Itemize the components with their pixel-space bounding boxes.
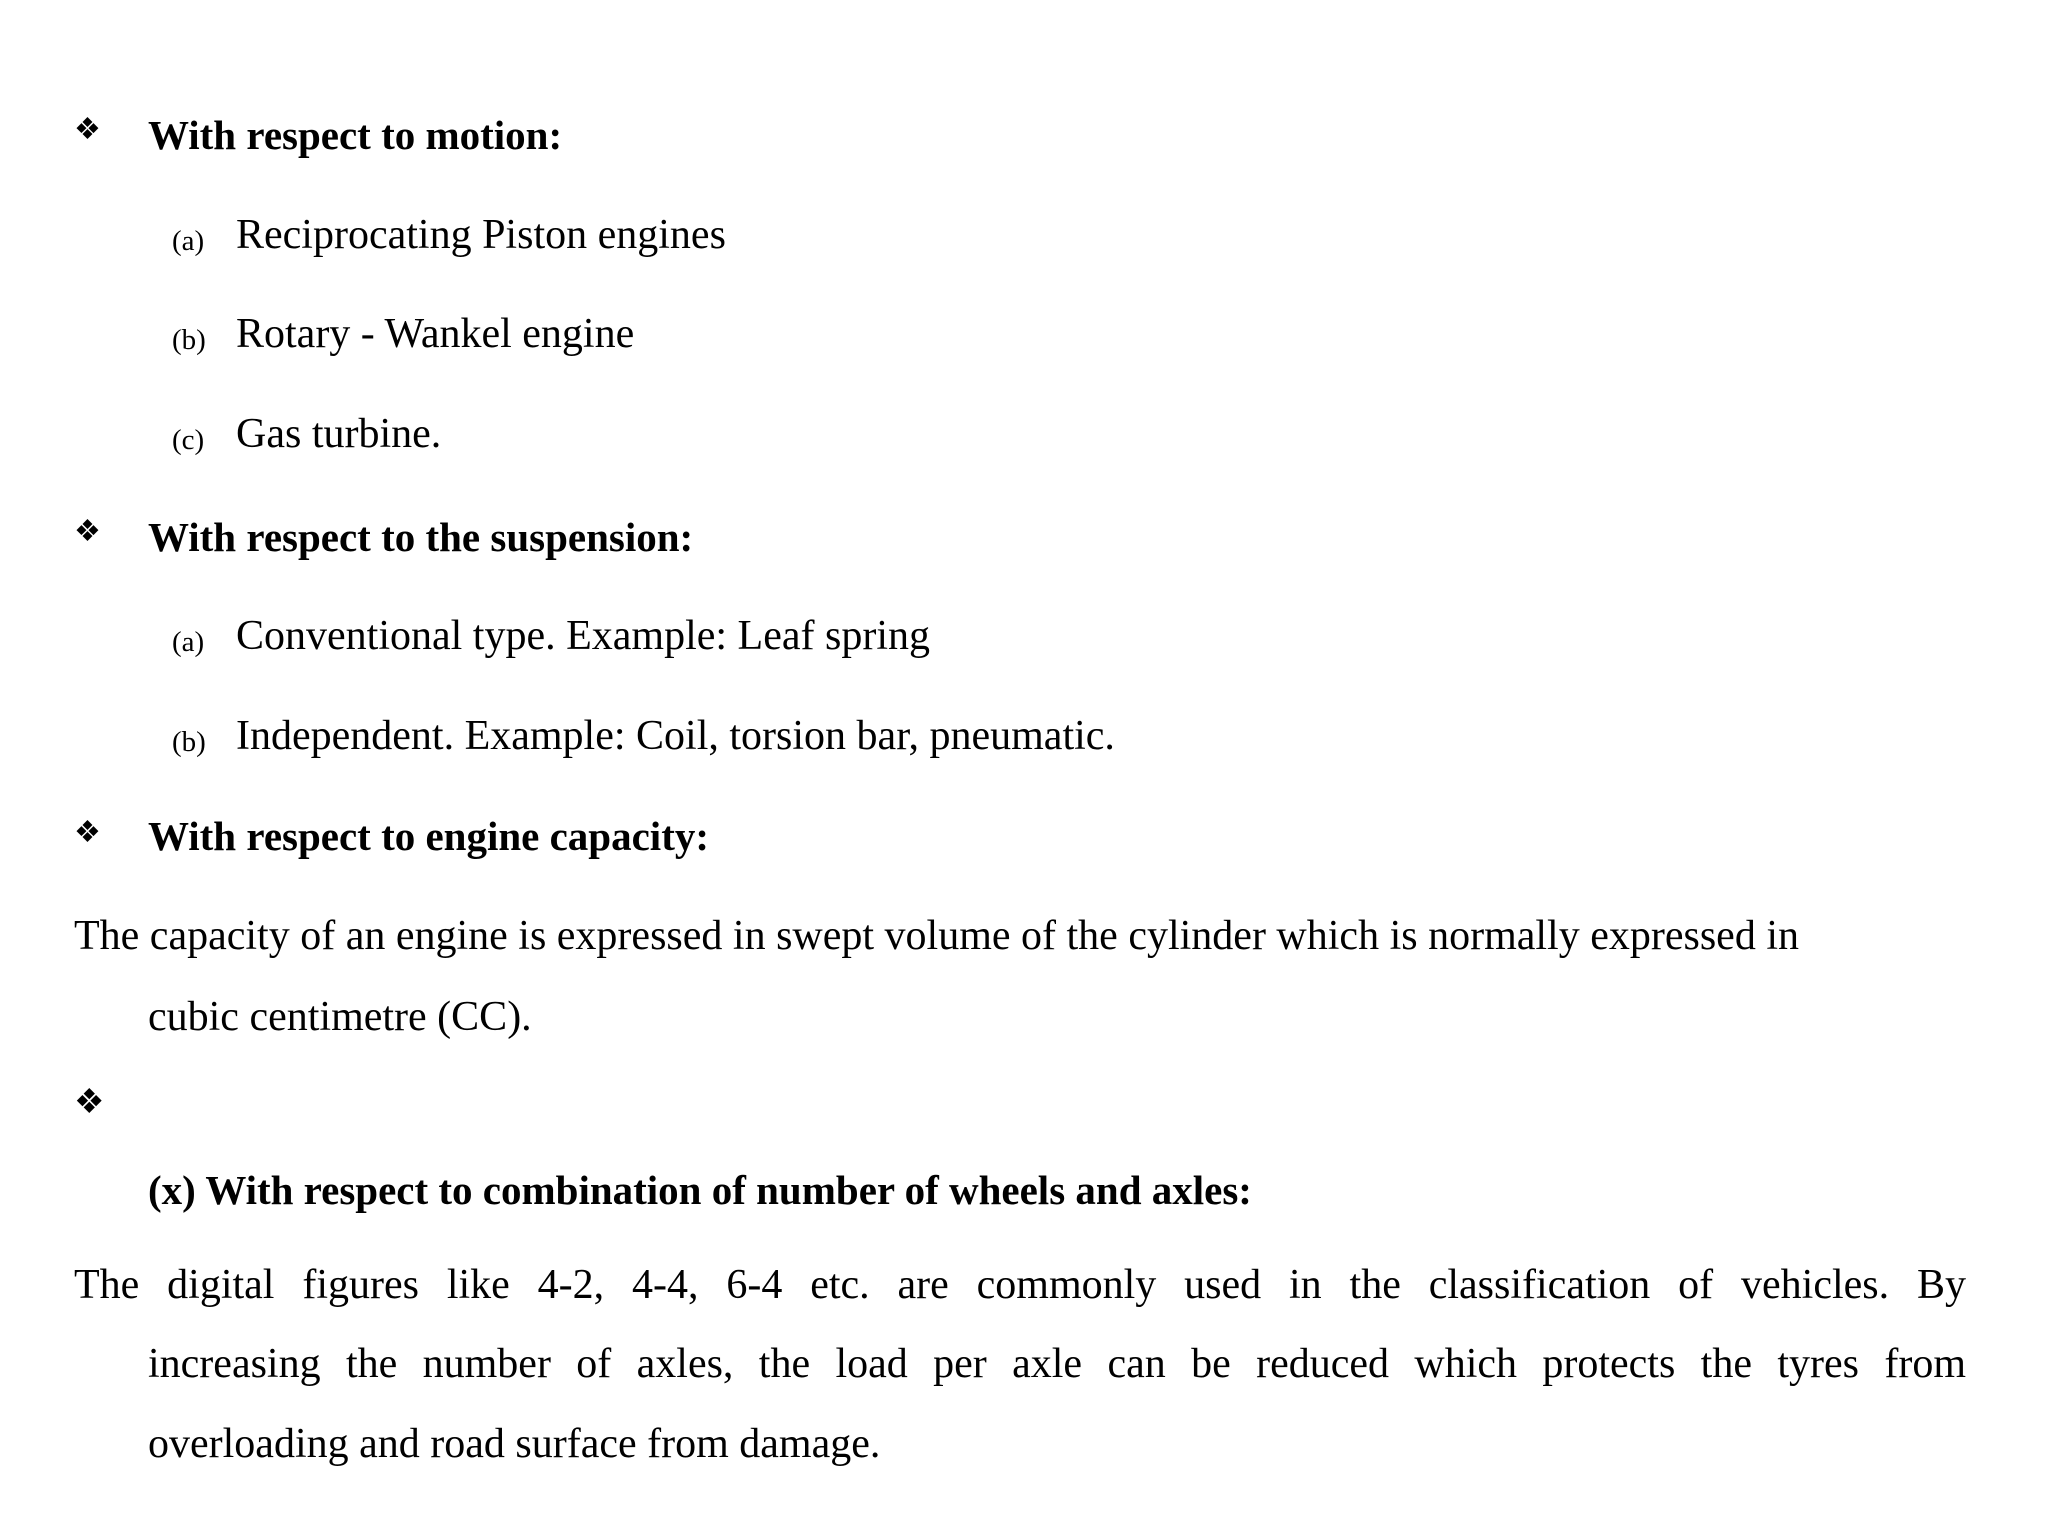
section-heading-engine-capacity: With respect to engine capacity:	[148, 813, 710, 859]
paragraph-line: cubic centimetre (CC).	[148, 994, 532, 1040]
diamond-bullet-icon: ❖	[74, 816, 101, 849]
paragraph-line: The digital figures like 4-2, 4-4, 6-4 etc. are commonly used in the classification of vehicles. By	[74, 1264, 1966, 1308]
diamond-bullet-icon: ❖	[74, 113, 101, 146]
list-item: Independent. Example: Coil, torsion bar, pneumatic.	[236, 713, 1115, 759]
diamond-bullet-icon: ❖	[74, 1084, 105, 1121]
list-marker: (c)	[172, 424, 205, 456]
diamond-bullet-icon: ❖	[74, 515, 101, 548]
list-item: Gas turbine.	[236, 411, 442, 457]
list-item: Reciprocating Piston engines	[236, 212, 726, 258]
section-heading-suspension: With respect to the suspension:	[148, 514, 694, 560]
section-heading-motion: With respect to motion:	[148, 112, 563, 158]
list-marker: (a)	[172, 225, 205, 257]
paragraph-line: increasing the number of axles, the load per axle can be reduced which protects the tyres from	[148, 1343, 1966, 1387]
section-heading-wheels-axles: (x) With respect to combination of number of wheels and axles:	[148, 1167, 1252, 1213]
list-marker: (b)	[172, 324, 206, 356]
paragraph-line: The capacity of an engine is expressed in swept volume of the cylinder which is normally expressed in	[74, 913, 1799, 959]
list-marker: (a)	[172, 626, 205, 658]
paragraph-line: overloading and road surface from damage.	[148, 1421, 881, 1467]
list-item: Rotary - Wankel engine	[236, 311, 635, 357]
list-item: Conventional type. Example: Leaf spring	[236, 613, 930, 659]
list-marker: (b)	[172, 726, 206, 758]
